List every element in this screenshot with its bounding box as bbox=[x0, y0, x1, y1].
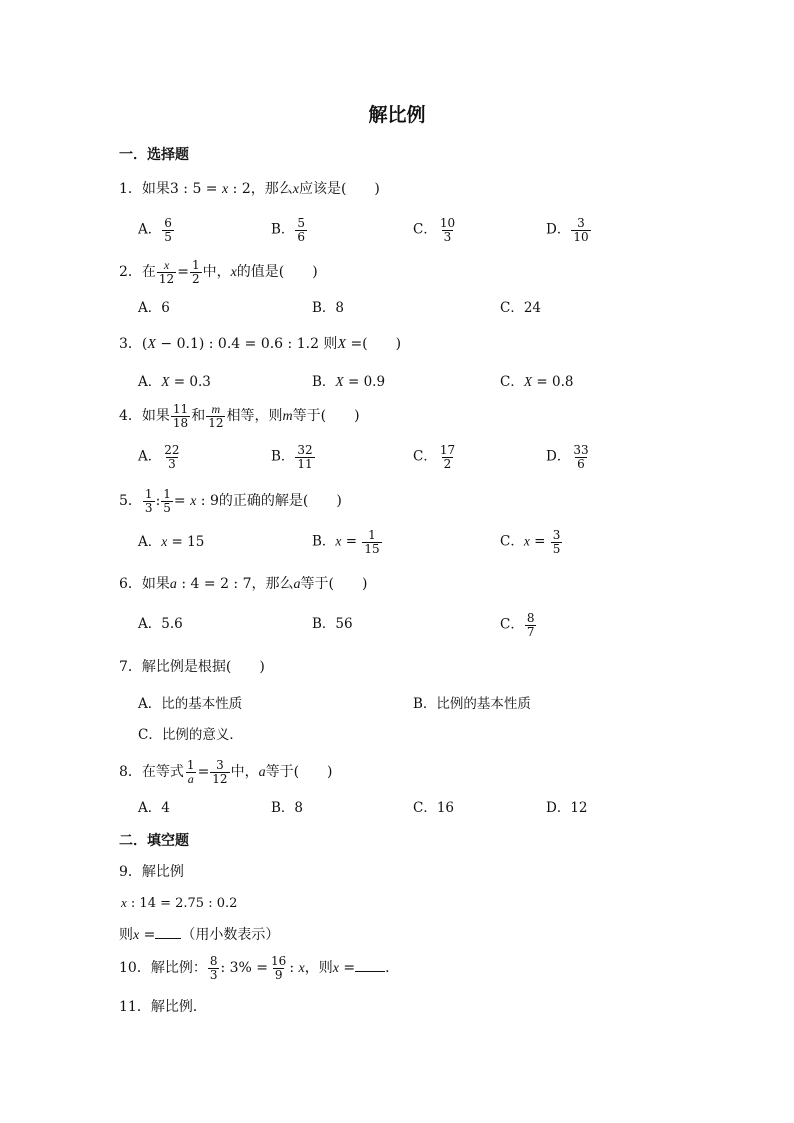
q1-text-b: ，那么 bbox=[250, 181, 293, 197]
q3-option-a[interactable]: A．X = 0.3 bbox=[138, 374, 211, 390]
q4-option-a[interactable]: A． $\frac{22}{3}$ bbox=[138, 443, 180, 471]
q10-answer-blank[interactable] bbox=[355, 959, 385, 972]
q2-option-c[interactable]: C．24 bbox=[500, 300, 542, 316]
question-4: 4．如果 $\frac{11}{18}$ 和 $\frac{m}{12}$ 相等，则m等于( ) bbox=[119, 402, 360, 430]
q1-var: x bbox=[221, 182, 229, 197]
q1-number: 1． bbox=[119, 181, 142, 197]
q1-option-a[interactable]: A． $\frac{6}{5}$ bbox=[138, 216, 172, 244]
question-9: 9．解比例 bbox=[119, 864, 184, 880]
q4-fraction-1: $\frac{11}{18}$ bbox=[172, 402, 189, 430]
q9-answer-line: 则x = （用小数表示） bbox=[119, 927, 280, 943]
q2-fraction-2: $\frac{1}{2}$ bbox=[191, 258, 200, 286]
q5-option-a[interactable]: A．x = 15 bbox=[138, 534, 205, 550]
q1-b-fraction: $\frac{5}{6}$ bbox=[297, 216, 306, 244]
question-8: 8．在等式 $\frac{1}{a}$ = $\frac{3}{12}$ 中，a等于( ) bbox=[119, 758, 333, 786]
q7-option-b[interactable]: B．比例的基本性质 bbox=[413, 696, 531, 712]
question-7: 7．解比例是根据( ) bbox=[119, 659, 265, 675]
q1-c-fraction: $\frac{10}{3}$ bbox=[439, 216, 456, 244]
q1-var2: x bbox=[292, 182, 299, 197]
q4-option-b[interactable]: B． $\frac{32}{11}$ bbox=[271, 443, 313, 471]
q1-text-a: 如果 bbox=[141, 181, 170, 197]
q4-fraction-2: $\frac{m}{12}$ bbox=[208, 402, 224, 430]
q6-option-a[interactable]: A．5.6 bbox=[138, 616, 183, 632]
question-10: 10．解比例： $\frac{8}{3}$ : 3% = $\frac{16}{9}$ : x，则x = ． bbox=[119, 954, 400, 982]
q2-option-a[interactable]: A．6 bbox=[138, 300, 170, 316]
q4-option-c[interactable]: C． $\frac{17}{2}$ bbox=[413, 443, 456, 471]
q8-option-c[interactable]: C．16 bbox=[413, 800, 455, 816]
q5-option-c[interactable]: C．x = $\frac{3}{5}$ bbox=[500, 528, 561, 556]
question-6: 6．如果a : 4 = 2 : 7，那么a等于( ) bbox=[119, 576, 368, 592]
q6-option-b[interactable]: B．56 bbox=[312, 616, 353, 632]
q8-option-a[interactable]: A．4 bbox=[138, 800, 170, 816]
q3-option-c[interactable]: C．X = 0.8 bbox=[500, 374, 574, 390]
q1-text-c: 应该是( ) bbox=[298, 181, 380, 197]
q9-equation: x : 14 = 2.75 : 0.2 bbox=[121, 895, 238, 911]
section-choice-heading: 一．选择题 bbox=[119, 147, 189, 163]
q7-option-a[interactable]: A．比的基本性质 bbox=[138, 696, 243, 712]
q3-option-b[interactable]: B．X = 0.9 bbox=[312, 374, 386, 390]
question-3: 3．(X − 0.1) : 0.4 = 0.6 : 1.2 则X =( ) bbox=[119, 336, 402, 352]
q9-answer-blank[interactable] bbox=[155, 926, 181, 939]
q8-option-d[interactable]: D．12 bbox=[546, 800, 588, 816]
q8-option-b[interactable]: B．8 bbox=[271, 800, 304, 816]
question-5: 5． $\frac{1}{3}$ : $\frac{1}{5}$ = x : 9的正确的解是( ) bbox=[119, 487, 342, 515]
q6-option-c[interactable]: C． $\frac{8}{7}$ bbox=[500, 611, 535, 639]
q1-option-b[interactable]: B． $\frac{5}{6}$ bbox=[271, 216, 306, 244]
question-1 bbox=[119, 182, 380, 197]
page-title: 解比例 bbox=[368, 104, 426, 126]
q5-option-b[interactable]: B．x = $\frac{1}{15}$ bbox=[312, 528, 380, 556]
q4-option-d[interactable]: D． $\frac{33}{6}$ bbox=[546, 443, 589, 471]
q1-option-c[interactable]: C． $\frac{10}{3}$ bbox=[413, 216, 456, 244]
q1-option-d[interactable]: D． $\frac{3}{10}$ bbox=[546, 216, 589, 244]
q1-d-fraction: $\frac{3}{10}$ bbox=[573, 216, 589, 244]
question-11: 11．解比例． bbox=[119, 999, 207, 1015]
question-2: 2．在 $\frac{x}{12}$ = $\frac{1}{2}$ 中，x的值是( ) bbox=[119, 258, 318, 286]
q2-fraction-1: $\frac{x}{12}$ bbox=[158, 258, 175, 286]
q1-expr: 3 : 5 = bbox=[169, 181, 222, 197]
q2-option-b[interactable]: B．8 bbox=[312, 300, 345, 316]
q1-a-fraction: $\frac{6}{5}$ bbox=[164, 216, 172, 244]
q1-expr2: : 2 bbox=[228, 181, 251, 197]
section-fill-heading: 二．填空题 bbox=[119, 833, 189, 849]
q7-option-c[interactable]: C．比例的意义． bbox=[138, 727, 243, 743]
